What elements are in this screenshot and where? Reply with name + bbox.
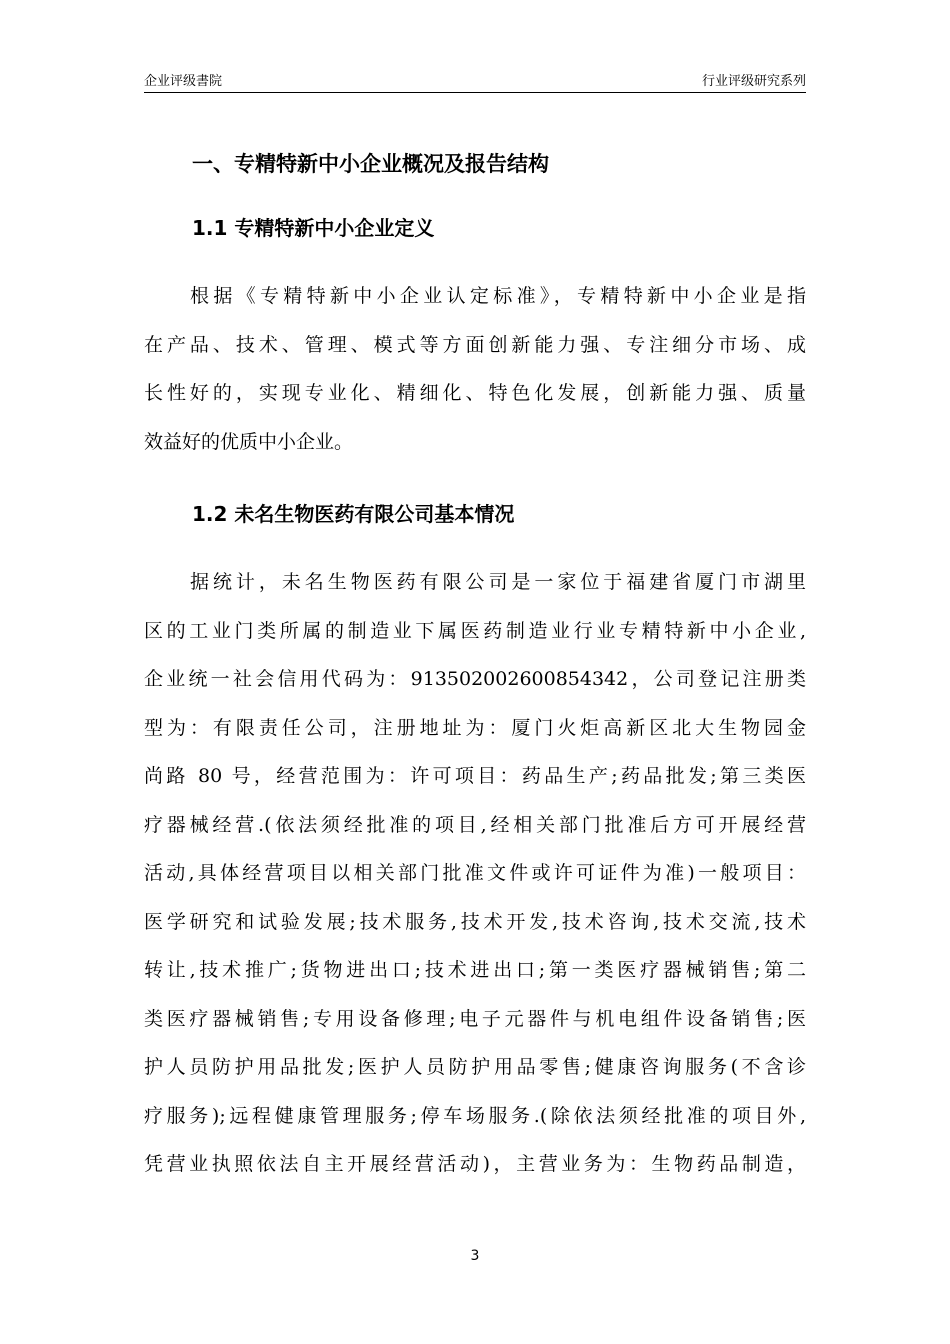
subsection-heading-2: 1.2 未名生物医药有限公司基本情况 xyxy=(192,502,515,526)
paragraph-line: 在产品、技术、管理、模式等方面创新能力强、专注细分市场、成 xyxy=(144,333,806,356)
document-body xyxy=(144,140,806,1189)
header-right-text: 行业评级研究系列 xyxy=(701,74,806,89)
paragraph-definition xyxy=(144,272,806,466)
paragraph-line: 护人员防护用品批发;医护人员防护用品零售;健康咨询服务(不含诊 xyxy=(144,1056,806,1078)
paragraph-line: 根据《专精特新中小企业认定标准》，专精特新中小企业是指 xyxy=(190,285,806,307)
paragraph-line: 活动,具体经营项目以相关部门批准文件或许可证件为准)一般项目： xyxy=(144,862,806,884)
subsection-heading-1: 1.1 专精特新中小企业定义 xyxy=(192,216,435,240)
paragraph-line: 疗服务);远程健康管理服务;停车场服务.(除依法须经批准的项目外, xyxy=(144,1104,806,1127)
paragraph-line: 区的工业门类所属的制造业下属医药制造业行业专精特新中小企业, xyxy=(144,619,806,642)
paragraph-line: 类医疗器械销售;专用设备修理;电子元器件与机电组件设备销售;医 xyxy=(144,1007,806,1030)
page-header xyxy=(144,68,806,93)
paragraph-line: 据统计，未名生物医药有限公司是一家位于福建省厦门市湖里 xyxy=(190,571,806,593)
paragraph-line: 尚路 80 号，经营范围为：许可项目：药品生产;药品批发;第三类医 xyxy=(144,765,806,787)
paragraph-line: 效益好的优质中小企业。 xyxy=(144,430,354,453)
paragraph-line: 医学研究和试验发展;技术服务,技术开发,技术咨询,技术交流,技术 xyxy=(144,910,806,933)
paragraph-line: 型为：有限责任公司，注册地址为：厦门火炬高新区北大生物园金 xyxy=(144,716,806,739)
paragraph-line: 长性好的，实现专业化、精细化、特色化发展，创新能力强、质量 xyxy=(144,382,806,404)
paragraph-line: 凭营业执照依法自主开展经营活动)，主营业务为：生物药品制造， xyxy=(144,1153,806,1175)
section-heading: 一、专精特新中小企业概况及报告结构 xyxy=(192,152,549,176)
paragraph-line: 转让,技术推广;货物进出口;技术进出口;第一类医疗器械销售;第二 xyxy=(144,959,806,981)
header-left-text: 企业评级書院 xyxy=(144,74,223,89)
paragraph-line: 企业统一社会信用代码为：913502002600854342，公司登记注册类 xyxy=(144,668,806,690)
page-number: 3 xyxy=(470,1248,480,1264)
paragraph-company-info xyxy=(144,558,806,1189)
paragraph-line: 疗器械经营.(依法须经批准的项目,经相关部门批准后方可开展经营 xyxy=(144,813,806,836)
